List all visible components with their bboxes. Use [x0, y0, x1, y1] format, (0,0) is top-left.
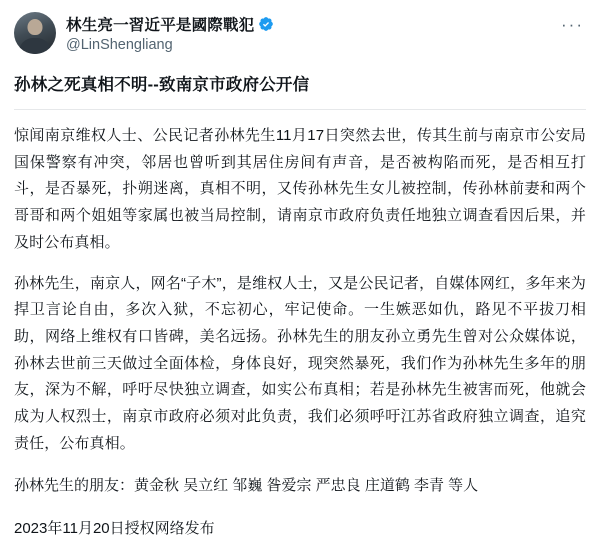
post-header [14, 12, 586, 60]
author-info [66, 12, 274, 54]
author-display-name[interactable]: 林生亮一習近平是國際戰犯 [66, 17, 255, 34]
avatar[interactable] [14, 12, 56, 54]
author-name-line [66, 13, 274, 35]
post-paragraph-2: 孙林先生，南京人，网名“子木”，是维权人士，又是公民记者，自媒体网红，多年来为捍卫言论自由，多次入狱，不忘初心，牢记使命。一生嫉恶如仇，路见不平拔刀相助，网络上维权有口皆碑，美名远扬。孙林先生的朋友孙立勇先生曾对公众媒体说，孙林去世前三天做过全面体检，身体良好，现突然暴死，我们作为孙林先生多年的朋友，深为不解，呼吁尽快独立调查，如实公布真相；若是孙林先生被害而死，他就会成为人权烈士，南京市政府必须对此负责，我们必须呼吁江苏省政府独立调查，追究责任，公布真相。 [14, 274, 586, 452]
post-title: 孙林之死真相不明--致南京市政府公开信 [14, 76, 310, 94]
more-options-icon[interactable]: ··· [561, 15, 584, 34]
verified-icon [258, 16, 274, 32]
avatar-body [19, 38, 51, 54]
post-signatories: 孙林先生的朋友：黄金秋 吴立红 邹巍 昝爱宗 严忠良 庄道鹤 李青 等人 [14, 477, 479, 495]
post-date: 2023年11月20日授权网络发布 [14, 519, 215, 537]
author-handle[interactable]: @LinShengliang [66, 37, 173, 53]
post-body [14, 123, 586, 457]
title-divider [14, 109, 586, 110]
avatar-face [28, 19, 43, 35]
post-paragraph-1: 惊闻南京维权人士、公民记者孙林先生11月17日突然去世，传其生前与南京市公安局国保警察有冲突，邻居也曾听到其居住房间有声音，是否被构陷而死，是否相互打斗，是否暴死，扑朔迷离，真相不明，又传孙林先生女儿被控制，传孙林前妻和两个哥哥和两个姐姐等家属也被当局控制，请南京市政府负责任地独立调查看因后果，并及时公布真相。 [14, 127, 586, 251]
